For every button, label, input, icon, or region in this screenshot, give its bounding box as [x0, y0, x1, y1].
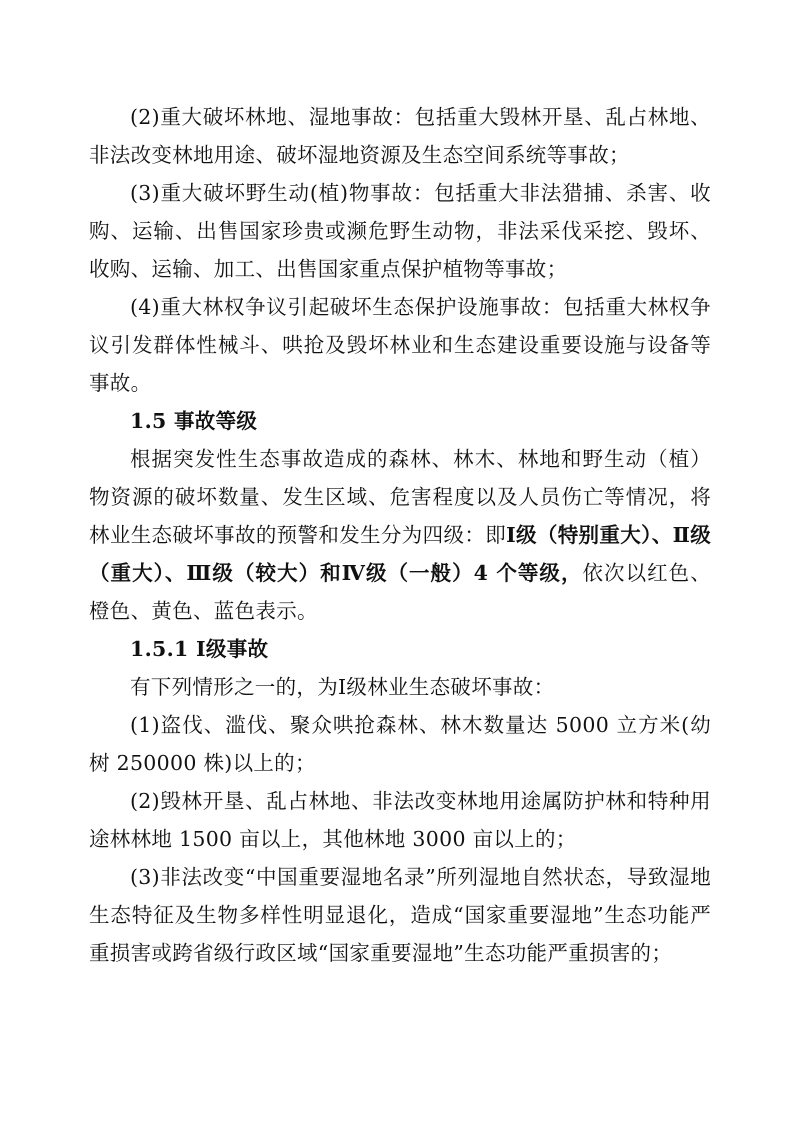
section-heading-accident-levels: 1.5 事故等级 [130, 409, 258, 433]
subsection-heading-level-1: 1.5.1 Ⅰ级事故 [130, 637, 269, 661]
paragraph-level-1-item-3: (3)非法改变“中国重要湿地名录”所列湿地自然状态，导致湿地生态特征及生物多样性明显退化，造成“国家重要湿地”生态功能严重损害或跨省级行政区域“国家重要湿地”生态功能严重损害的； [89, 865, 711, 965]
paragraph-level-1-item-1: (1)盗伐、滥伐、聚众哄抢森林、林木数量达 5000 立方米(幼树 250000 株)以上的； [89, 713, 711, 775]
classification-text-start: 根据突发性生态事故造成的森林、林木、林地和野生动（植）物资源的破坏数量、发生区域、危害程度以及人员伤亡等情况，将林业生态破坏事故的预警和发生分为四级：即 [89, 447, 711, 547]
classification-levels-bold: Ⅰ级（特别重大）、Ⅱ级（重大）、Ⅲ级（较大）和Ⅳ级（一般）4 个等级， [89, 523, 712, 585]
paragraph-level-1-item-2: (2)毁林开垦、乱占林地、非法改变林地用途属防护林和特种用途林林地 1500 亩以上，其他林地 3000 亩以上的； [89, 789, 711, 851]
classification-text-end: 依次以红色、橙色、黄色、蓝色表示。 [89, 561, 711, 623]
document-body [89, 98, 711, 972]
paragraph-forest-wetland-accident: (2)重大破坏林地、湿地事故：包括重大毁林开垦、乱占林地、非法改变林地用途、破坏湿地资源及生态空间系统等事故； [89, 105, 711, 167]
paragraph-wildlife-accident: (3)重大破坏野生动(植)物事故：包括重大非法猎捕、杀害、收购、运输、出售国家珍贵或濒危野生动物，非法采伐采挖、毁坏、收购、运输、加工、出售国家重点保护植物等事故； [89, 181, 711, 281]
paragraph-forest-rights-accident: (4)重大林权争议引起破坏生态保护设施事故：包括重大林权争议引发群体性械斗、哄抢及毁坏林业和生态建设重要设施与设备等事故。 [89, 295, 711, 395]
paragraph-accident-level-classification [89, 440, 711, 630]
paragraph-level-1-intro: 有下列情形之一的，为Ⅰ级林业生态破坏事故： [130, 675, 555, 699]
